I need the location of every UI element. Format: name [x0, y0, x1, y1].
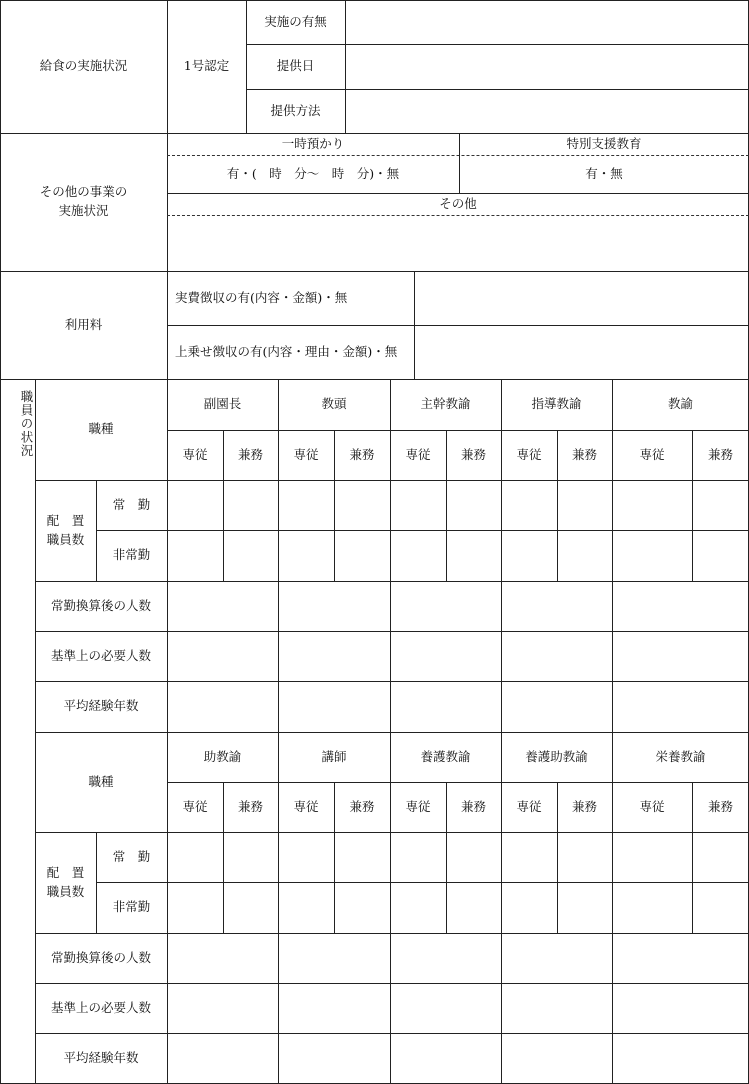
- dedicated-label: 専従: [639, 798, 665, 814]
- concurrent-label: 兼務: [571, 446, 597, 462]
- parttime-label: 非常勤: [112, 547, 151, 563]
- fee-actual-label: 実費徴収の有(内容・金額)・無: [175, 289, 348, 305]
- concurrent-label: 兼務: [237, 446, 263, 462]
- converted-label: 常勤換算後の人数: [50, 597, 151, 613]
- parttime-label: 非常勤: [112, 899, 151, 915]
- job-header: 教諭: [667, 396, 693, 412]
- job-header: 養護教諭: [420, 748, 471, 764]
- job-header: 栄養教諭: [655, 748, 706, 764]
- placement-label-line: 配 置: [46, 864, 85, 880]
- fee-actual-field[interactable]: [414, 271, 749, 325]
- meal-row-label: 提供方法: [270, 102, 321, 118]
- converted-label: 常勤換算後の人数: [50, 949, 151, 965]
- dedicated-label: 専従: [639, 446, 665, 462]
- temp-care-label: 一時預かり: [281, 136, 345, 152]
- fee-extra-label: 上乗せ徴収の有(内容・理由・金額)・無: [175, 343, 398, 359]
- meal-row-label: 実施の有無: [264, 13, 327, 29]
- job-header: 指導教諭: [531, 396, 582, 412]
- other-title-line: 実施状況: [58, 203, 109, 218]
- temp-care-value[interactable]: 有・( 時 分〜 時 分)・無: [226, 166, 400, 182]
- placement-label: [35, 832, 96, 933]
- avg-years-label: 平均経験年数: [63, 698, 139, 714]
- placement-label-line: 職員数: [46, 531, 85, 547]
- dedicated-label: 専従: [405, 798, 431, 814]
- concurrent-label: 兼務: [707, 446, 733, 462]
- dedicated-label: 専従: [293, 798, 319, 814]
- meal-row-label: 提供日: [276, 58, 315, 74]
- other-field[interactable]: [167, 216, 749, 271]
- job-header: 講師: [321, 748, 347, 764]
- placement-label-line: 職員数: [46, 883, 85, 899]
- fulltime-label: 常 勤: [112, 848, 151, 864]
- required-label: 基準上の必要人数: [50, 999, 151, 1015]
- dedicated-label: 専従: [516, 446, 542, 462]
- meal-method-field[interactable]: [345, 89, 749, 133]
- concurrent-label: 兼務: [707, 798, 733, 814]
- special-support-label: 特別支援教育: [566, 136, 642, 152]
- dedicated-label: 専従: [405, 446, 431, 462]
- placement-label: [35, 480, 96, 581]
- dedicated-label: 専従: [293, 446, 319, 462]
- job-type-label: 職種: [88, 773, 114, 789]
- dedicated-label: 専従: [182, 446, 208, 462]
- fulltime-label: 常 勤: [112, 496, 151, 512]
- other-label: その他: [439, 196, 477, 212]
- concurrent-label: 兼務: [571, 798, 597, 814]
- avg-years-label: 平均経験年数: [63, 1049, 139, 1065]
- job-header: 養護助教諭: [525, 748, 588, 764]
- meal-days-field[interactable]: [345, 44, 749, 89]
- concurrent-label: 兼務: [460, 798, 486, 814]
- meal-cert-label: 1号認定: [183, 58, 230, 74]
- concurrent-label: 兼務: [237, 798, 263, 814]
- concurrent-label: 兼務: [349, 446, 375, 462]
- staff-title: 職員の状況: [19, 390, 34, 458]
- job-header: 助教諭: [203, 748, 242, 764]
- dedicated-label: 専従: [182, 798, 208, 814]
- required-label: 基準上の必要人数: [50, 647, 151, 663]
- fee-extra-field[interactable]: [414, 325, 749, 379]
- job-header: 副園長: [203, 396, 242, 412]
- placement-label-line: 配 置: [46, 512, 85, 528]
- job-header: 主幹教諭: [420, 396, 471, 412]
- fee-title: 利用料: [64, 316, 103, 332]
- meal-title: 給食の実施状況: [39, 58, 128, 74]
- other-title-line: その他の事業の: [39, 184, 128, 200]
- concurrent-label: 兼務: [349, 798, 375, 814]
- special-support-value[interactable]: 有・無: [585, 166, 623, 182]
- dedicated-label: 専従: [516, 798, 542, 814]
- meal-implementation-field[interactable]: [345, 0, 749, 44]
- job-type-label: 職種: [88, 421, 114, 437]
- other-title: [0, 133, 167, 271]
- job-header: 教頭: [321, 396, 347, 412]
- concurrent-label: 兼務: [460, 446, 486, 462]
